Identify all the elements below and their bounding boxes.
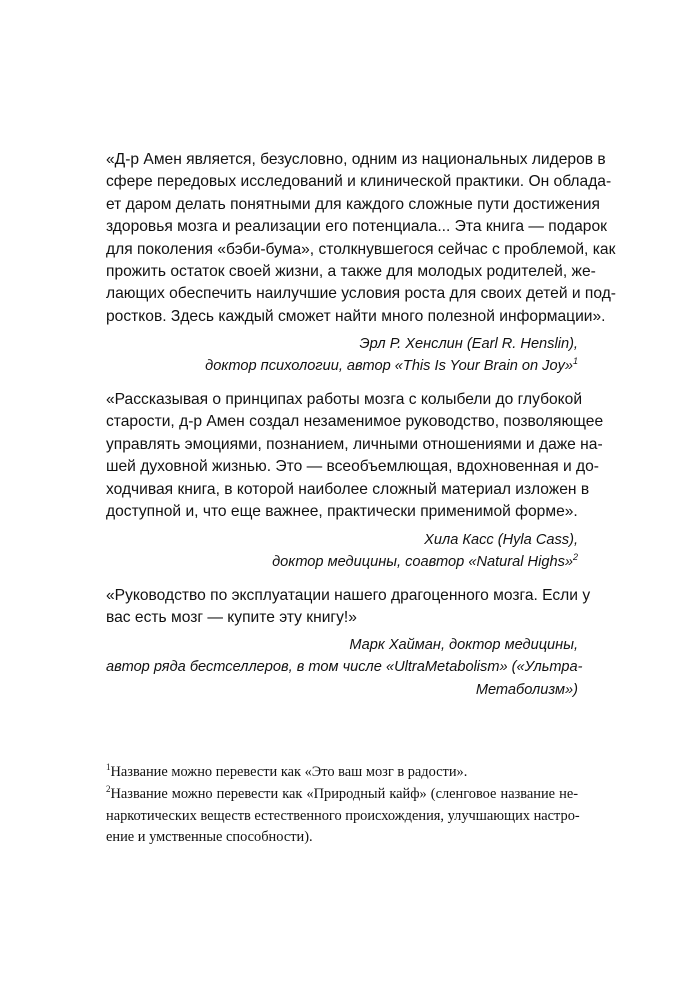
quote-line: управлять эмоциями, познанием, личными отношениями и даже на- [106, 435, 603, 453]
quote-line: лающих обеспечить наилучшие условия роста для своих детей и под- [106, 285, 616, 303]
quote-line: прожить остаток своей жизни, а также для молодых родителей, же- [106, 263, 596, 281]
attribution-3 [106, 634, 583, 701]
quote-line: ет даром делать понятными для каждого сложные пути достижения [106, 195, 600, 213]
quote-line: ростков. Здесь каждый сможет найти много полезной информации». [106, 307, 606, 325]
attribution-line: Эрл Р. Хенслин (Earl R. Henslin), [359, 336, 578, 352]
footnote-ref: 2 [572, 552, 578, 563]
attribution-line: доктор психологии, автор «This Is Your Brain on Joy»$^1$ [205, 356, 578, 375]
quote-line: здоровья мозга и реализации его потенциала... Эта книга — подарок [106, 218, 607, 236]
quote-line: «Руководство по эксплуатации нашего драгоценного мозга. Если у [106, 587, 591, 604]
footnote-line: наркотических веществ естественного происхождения, улучшающих настро- [106, 807, 580, 824]
footnote-2: $^2$Название можно перевести как «Природный кайф» (сленговое название не- [106, 784, 578, 802]
attribution-line: Метаболизм») [475, 681, 578, 698]
quote-line: сфере передовых исследований и клинической практики. Он облада- [106, 173, 612, 191]
attribution-line: Марк Хайман, доктор медицины, [349, 637, 578, 653]
footnote-1: $^1$Название можно перевести как «Это ваш мозг в радости». [106, 762, 468, 780]
attribution-2 [106, 529, 578, 574]
quote-line: «Рассказывая о принципах работы мозга с колыбели до глубокой [106, 391, 583, 408]
footnote-ref: 1 [572, 356, 578, 367]
footnotes [106, 762, 578, 849]
attribution-line: Хила Касс (Hyla Cass), [424, 532, 578, 548]
attribution-line: автор ряда бестселлеров, в том числе «UltraMetabolism» («Ультра- [106, 659, 583, 676]
quote-line: шей духовной жизнью. Это — всеобъемлющая, вдохновенная и до- [106, 458, 599, 476]
quote-line: вас есть мозг — купите эту книгу!» [106, 609, 357, 627]
quote-line: для поколения «бэби-бума», столкнувшегося сейчас с проблемой, как [106, 240, 616, 258]
quote-3 [106, 585, 591, 630]
footnote-line: ение и умственные способности). [106, 829, 313, 846]
quote-line: «Д-р Амен является, безусловно, одним из национальных лидеров в [106, 151, 606, 168]
attribution-1 [106, 333, 578, 378]
quote-line: ходчивая книга, в которой наиболее сложный материал изложен в [106, 480, 590, 498]
quote-2 [106, 389, 604, 523]
quote-line: старости, д-р Амен создал незаменимое руководство, позволяющее [106, 413, 604, 431]
attribution-line: доктор медицины, соавтор «Natural Highs»$^2$ [272, 552, 578, 571]
quote-1 [106, 149, 616, 328]
quote-line: доступной и, что еще важнее, практически применимой форме». [106, 503, 578, 521]
